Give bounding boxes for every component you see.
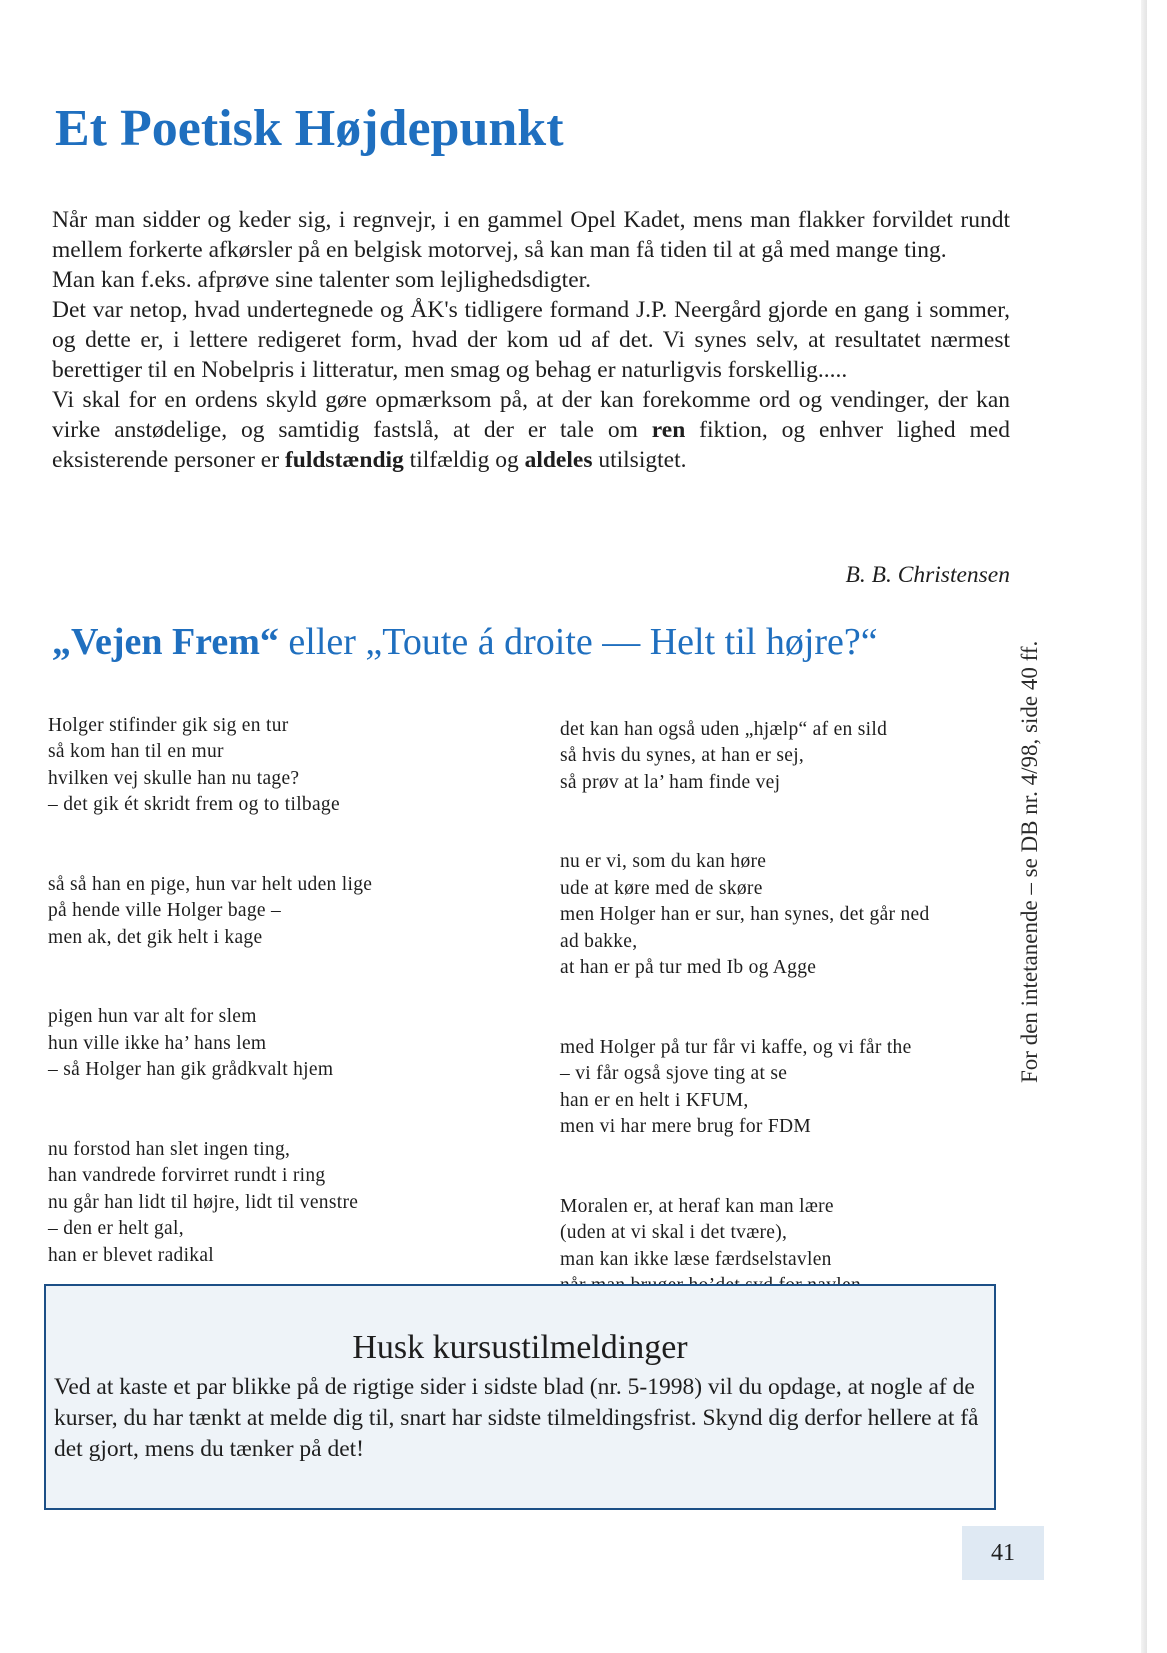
- intro-paragraph-2: Man kan f.eks. afprøve sine talenter som lejlighedsdigter.: [52, 267, 592, 293]
- poem-stanza: Moralen er, at heraf kan man lære (uden at vi skal i det tvære), man kan ikke læse færdselstavlen: [560, 1195, 834, 1270]
- poem-stanza: så så han en pige, hun var helt uden lige på hende ville Holger bage – men ak, det gik helt i kage: [48, 873, 373, 948]
- poem-title: [52, 622, 878, 664]
- poem-title-rest: eller „Toute á droite — Helt til højre?“: [278, 621, 878, 663]
- page-number: 41: [962, 1526, 1044, 1580]
- intro-p4-text-2: fiktion, og enhver lighed med eksisterende personer er: [52, 417, 1010, 473]
- intro-p4-bold-1: ren: [651, 417, 686, 443]
- intro-p4-text-3: tilfældig og: [403, 447, 525, 473]
- intro-p4-bold-2: fuldstændig: [284, 447, 404, 473]
- intro-paragraph-1: Når man sidder og keder sig, i regnvejr, i en gammel Opel Kadet, mens man flakker forvildet rundt mellem forkerte afkørsler på en belgisk motorvej, så kan man få tiden til at gå med mange ting.: [52, 207, 1010, 263]
- notice-body: Ved at kaste et par blikke på de rigtige sider i sidste blad (nr. 5-1998) vil du opdage, at nogle af de kurser, du har tænkt at melde dig til, snart har sidste tilmeldingsfrist. Skynd dig derfor hellere at få det gjort, mens du tænker på det!: [54, 1374, 979, 1463]
- poem-stanza: nu er vi, som du kan høre ude at køre med de skøre men Holger han er sur, han synes, det går ned ad bakke, at han er på tur med Ib og Agge: [560, 851, 930, 978]
- poem-stanza: pigen hun var alt for slem hun ville ikke ha’ hans lem – så Holger han gik grådkvalt hjem: [48, 1006, 334, 1080]
- article-title: Et Poetisk Højdepunkt: [55, 100, 564, 157]
- poem-column-right: [560, 690, 1010, 1353]
- author-signature: B. B. Christensen: [845, 562, 1010, 588]
- intro-p4-bold-3: aldeles: [524, 447, 593, 473]
- poem-stanza: nu forstod han slet ingen ting, han vandrede forvirret rundt i ring nu går han lidt til højre, lidt til venstre – den er helt gal, han er blevet radikal: [48, 1138, 359, 1266]
- intro-p4-text-1: Vi skal for en ordens skyld gøre opmærksom på, at der kan forekomme ord og vendinger, der kan virke anstødelige, og samtidig fastslå, at der er tale om: [52, 387, 1010, 443]
- poem-stanza: Holger stifinder gik sig en tur så kom han til en mur hvilken vej skulle han nu tage? – det gik ét skridt frem og to tilbage: [48, 714, 340, 815]
- vertical-side-note: For den intetanende – se DB nr. 4/98, side 40 ff.: [1017, 640, 1042, 1083]
- notice-title: Husk kursustilmeldinger: [352, 1329, 688, 1366]
- article-intro: [52, 205, 1010, 475]
- notice-box: [44, 1284, 996, 1510]
- poem-stanza: det kan han også uden „hjælp“ af en sild så hvis du synes, at han er sej, så prøv at la’ ham finde vej: [560, 718, 888, 793]
- poem-stanza: med Holger på tur får vi kaffe, og vi får the – vi får også sjove ting at se han er en helt i KFUM, men vi har mere brug for FDM: [560, 1036, 912, 1137]
- intro-paragraph-4: [52, 385, 1010, 475]
- intro-p4-text-4: utilsigtet.: [592, 447, 687, 473]
- intro-paragraph-3: Det var netop, hvad undertegnede og ÅK's tidligere formand J.P. Neergård gjorde en gang i sommer, og dette er, i lettere redigeret form, hvad der kom ud af det. Vi synes selv, at resultatet nærmest berettiger til en Nobelpris i litteratur, men smag og behag er naturligvis forskellig.....: [52, 297, 1010, 383]
- page-edge-shadow: [1141, 0, 1147, 1653]
- poem-title-bold: „Vejen Frem“: [52, 621, 279, 663]
